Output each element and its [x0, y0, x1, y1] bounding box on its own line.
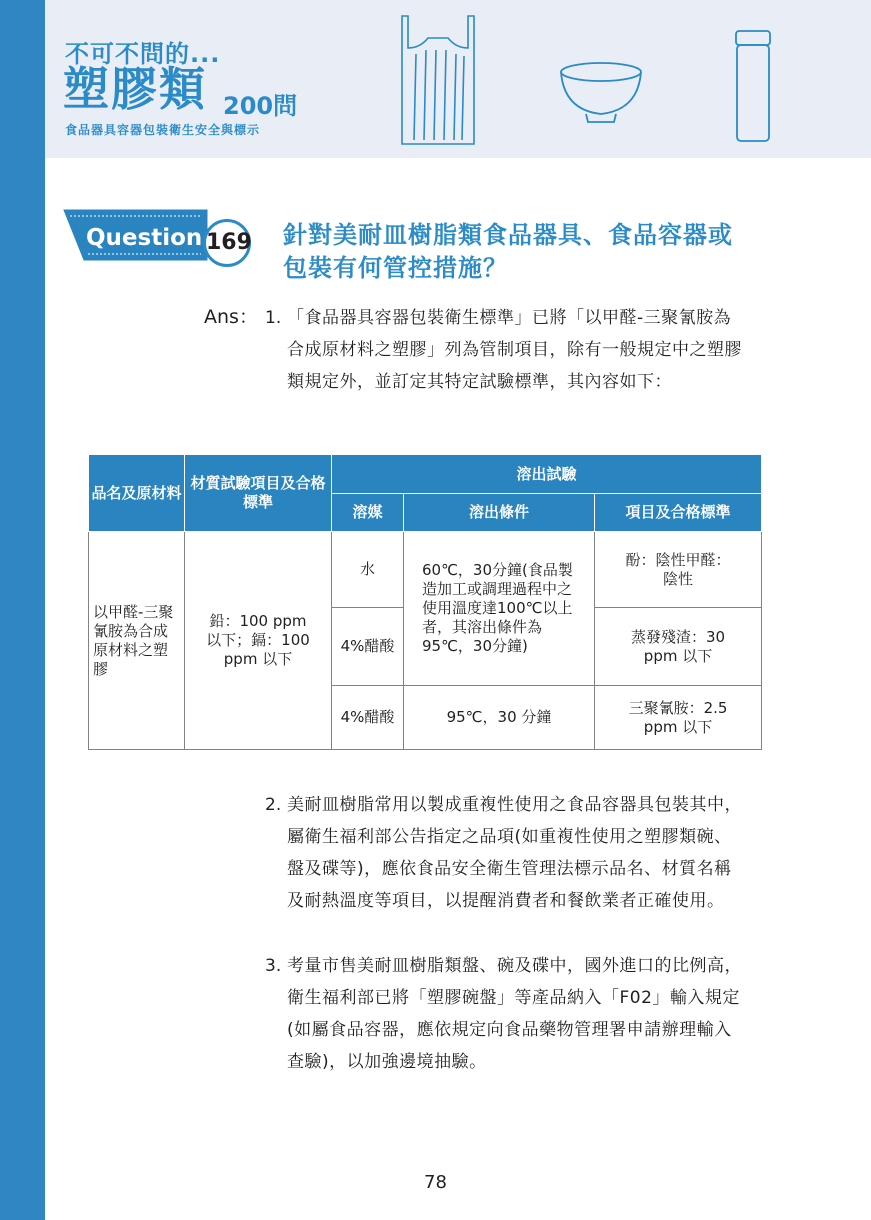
cell-result-3: 三聚氰胺：2.5 ppm 以下 — [595, 686, 762, 750]
cell-name: 以甲醛-三聚氰胺為合成原材料之塑膠 — [89, 532, 185, 750]
side-color-bar — [0, 0, 45, 1220]
series-subtitle: 食品器具容器包裝衛生安全與標示 — [65, 123, 261, 137]
bowl-icon — [556, 58, 646, 128]
series-count: 200問 — [223, 92, 298, 120]
header-migration: 溶出試驗 — [332, 455, 762, 494]
answer-item-text: 「食品器具容器包裝衛生標準」已將「以甲醛-三聚氰胺為合成原材料之塑膠」列為管制項目，除有一般規定中之塑膠類規定外，並訂定其特定試驗標準，其內容如下： — [287, 308, 742, 392]
cell-result-1: 酚：陰性甲醛：陰性 — [595, 532, 762, 608]
series-line1: 不可不問的... — [65, 40, 221, 68]
header-material: 材質試驗項目及合格標準 — [185, 455, 332, 532]
answer-item-1 — [265, 302, 745, 398]
page-number: 78 — [424, 1172, 447, 1193]
question-title: 針對美耐皿樹脂類食品器具、食品容器或包裝有何管控措施？ — [283, 221, 733, 282]
question-number: 169 — [203, 219, 251, 267]
migration-test-table — [88, 454, 762, 750]
cell-solvent-acid: 4%醋酸 — [332, 608, 404, 686]
cell-result-2: 蒸發殘渣：30 ppm 以下 — [595, 608, 762, 686]
cup-icon — [733, 28, 773, 146]
cell-solvent-water: 水 — [332, 532, 404, 608]
header-solvent: 溶媒 — [332, 494, 404, 532]
answer-item-3 — [265, 950, 745, 1078]
header-condition: 溶出條件 — [404, 494, 595, 532]
header-name: 品名及原材料 — [89, 455, 185, 532]
answer-item-text: 美耐皿樹脂常用以製成重複性使用之食品容器具包裝其中，屬衛生福利部公告指定之品項(如重複性使用之塑膠類碗、盤及碟等)，應依食品安全衛生管理法標示品名、材質名稱及耐熱溫度等項目，以提醒消費者和餐飲業者正確使用。 — [287, 795, 742, 911]
cell-solvent-3: 4%醋酸 — [332, 686, 404, 750]
answer-item-number: 2. — [265, 795, 282, 815]
question-badge — [62, 202, 212, 272]
answer-label: Ans： — [204, 306, 258, 328]
plastic-bag-icon — [398, 8, 478, 148]
answer-item-2 — [265, 789, 745, 917]
cell-condition-3: 95℃，30 分鐘 — [404, 686, 595, 750]
series-title: 塑膠類 — [63, 62, 207, 116]
answer-item-text: 考量市售美耐皿樹脂類盤、碗及碟中，國外進口的比例高，衛生福利部已將「塑膠碗盤」等產品納入「F02」輸入規定(如屬食品容器，應依規定向食品藥物管理署申請辦理輸入查驗)，以加強邊境抽驗。 — [287, 956, 742, 1072]
cell-condition-1: 60℃，30分鐘(食品製造加工或調理過程中之使用溫度達100℃以上者，其溶出條件為95℃，30分鐘) — [404, 532, 595, 686]
answer-item-number: 1. — [265, 308, 282, 328]
question-badge-label: Question — [86, 225, 203, 251]
answer-item-number: 3. — [265, 956, 282, 976]
header-items: 項目及合格標準 — [595, 494, 762, 532]
cell-material: 鉛：100 ppm 以下；鎘：100 ppm 以下 — [185, 532, 332, 750]
